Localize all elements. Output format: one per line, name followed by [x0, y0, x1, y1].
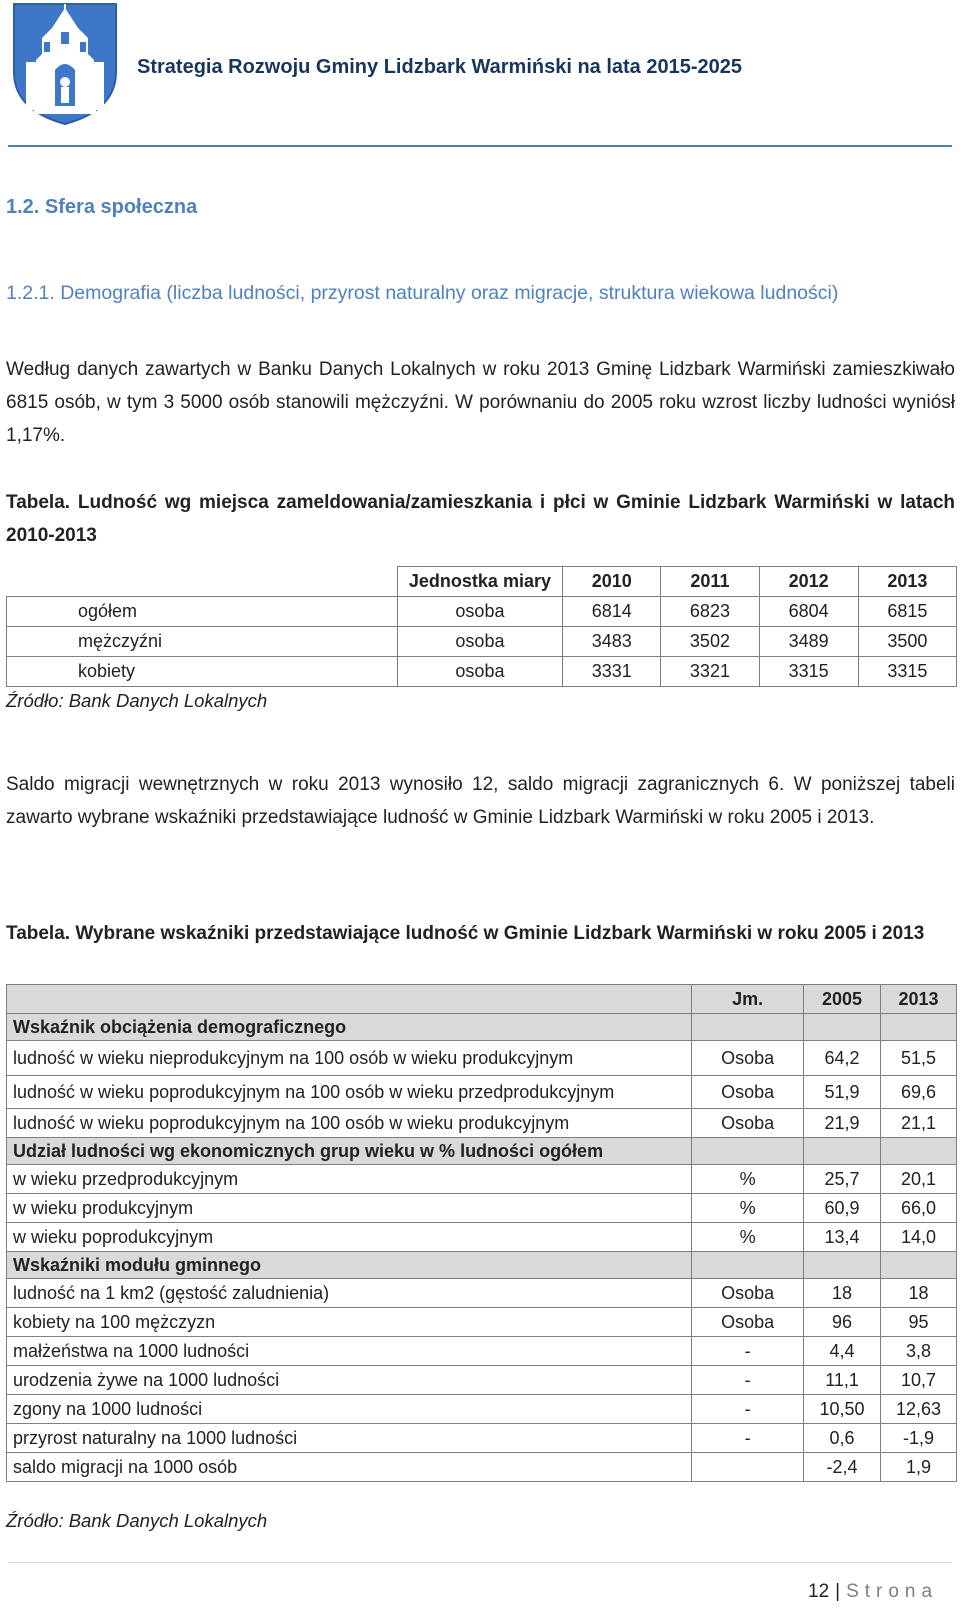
table-cell: 3315 — [858, 657, 956, 687]
table-cell: saldo migracji na 1000 osób — [7, 1453, 692, 1482]
table-cell: 0,6 — [804, 1424, 881, 1453]
table-header-cell: 2010 — [563, 567, 661, 597]
table-cell: -2,4 — [804, 1453, 881, 1482]
table-row — [7, 1395, 957, 1424]
table-cell: ludność w wieku poprodukcyjnym na 100 osób w wieku produkcyjnym — [7, 1109, 692, 1138]
table-cell: 6815 — [858, 597, 956, 627]
section-title-cell: Wskaźnik obciążenia demograficznego — [7, 1014, 692, 1041]
table-header-cell: Jednostka miary — [397, 567, 562, 597]
section-title-cell: Wskaźniki modułu gminnego — [7, 1252, 692, 1279]
table1-source: Źródło: Bank Danych Lokalnych — [6, 690, 268, 711]
table-cell: w wieku produkcyjnym — [7, 1194, 692, 1223]
table-cell: ludność w wieku nieprodukcyjnym na 100 osób w wieku produkcyjnym — [7, 1041, 692, 1076]
table-cell: 25,7 — [804, 1165, 881, 1194]
table-cell: 3502 — [661, 627, 759, 657]
table-row — [7, 1453, 957, 1482]
table-header-cell — [7, 985, 692, 1014]
table-row — [7, 1366, 957, 1395]
table-header-cell: 2012 — [759, 567, 858, 597]
table-row — [7, 1109, 957, 1138]
table-cell: 64,2 — [804, 1041, 881, 1076]
table-cell: mężczyźni — [7, 627, 398, 657]
table-cell: osoba — [397, 597, 562, 627]
table-header-cell: 2013 — [858, 567, 956, 597]
table-cell: urodzenia żywe na 1000 ludności — [7, 1366, 692, 1395]
table-cell: 21,1 — [881, 1109, 957, 1138]
table-row — [7, 657, 957, 687]
table-row — [7, 1223, 957, 1252]
table-cell: 18 — [804, 1279, 881, 1308]
table-row — [7, 1279, 957, 1308]
table-cell: 60,9 — [804, 1194, 881, 1223]
table2-caption: Tabela. Wybrane wskaźniki przedstawiające ludność w Gminie Lidzbark Warmiński w roku 2005 i 2013 — [6, 923, 925, 944]
table-cell: % — [692, 1165, 804, 1194]
table-cell: osoba — [397, 627, 562, 657]
table-cell: kobiety na 100 mężczyzn — [7, 1308, 692, 1337]
table-cell: 14,0 — [881, 1223, 957, 1252]
table-cell: zgony na 1000 ludności — [7, 1395, 692, 1424]
table-header-cell: 2011 — [661, 567, 759, 597]
table-header-cell: Jm. — [692, 985, 804, 1014]
table-cell: 3,8 — [881, 1337, 957, 1366]
subsection-heading: 1.2.1. Demografia (liczba ludności, przyrost naturalny oraz migracje, struktura wiekowa ludności) — [6, 282, 839, 304]
table-cell: 12,63 — [881, 1395, 957, 1424]
table-cell: Osoba — [692, 1041, 804, 1076]
table-cell: 69,6 — [881, 1076, 957, 1109]
table-header-cell: 2013 — [881, 985, 957, 1014]
population-table — [6, 566, 957, 687]
section-heading: 1.2. Sfera społeczna — [6, 196, 198, 218]
table-cell: 4,4 — [804, 1337, 881, 1366]
table-cell: ludność w wieku poprodukcyjnym na 100 osób w wieku przedprodukcyjnym — [7, 1076, 692, 1109]
table-section-row — [7, 1014, 957, 1041]
table-cell: w wieku poprodukcyjnym — [7, 1223, 692, 1252]
table2-source: Źródło: Bank Danych Lokalnych — [6, 1510, 268, 1531]
table-section-row — [7, 1252, 957, 1279]
table-row — [7, 1424, 957, 1453]
table-cell: 6823 — [661, 597, 759, 627]
table-cell: 3489 — [759, 627, 858, 657]
table-cell: Osoba — [692, 1076, 804, 1109]
table-cell: - — [692, 1395, 804, 1424]
table-row — [7, 597, 957, 627]
table-row — [7, 1165, 957, 1194]
table-cell: 20,1 — [881, 1165, 957, 1194]
table-header-row — [7, 567, 957, 597]
table-cell: 51,9 — [804, 1076, 881, 1109]
table-cell: Osoba — [692, 1109, 804, 1138]
indicators-table — [6, 984, 957, 1482]
intro-paragraph: Według danych zawartych w Banku Danych Lokalnych w roku 2013 Gminę Lidzbark Warmiński zamieszkiwało 6815 osób, w tym 3 5000 osób stanowili mężczyźni. W porównaniu do 2005 roku wzrost liczby ludności wyniósł 1,17%. — [6, 359, 955, 446]
migration-paragraph: Saldo migracji wewnętrznych w roku 2013 wynosiło 12, saldo migracji zagranicznych 6. W poniższej tabeli zawarto wybrane wskaźniki przedstawiające ludność w Gminie Lidzbark Warmiński w roku 2005 i 2013. — [6, 774, 955, 828]
table-cell: osoba — [397, 657, 562, 687]
table-row — [7, 1308, 957, 1337]
table-cell: Osoba — [692, 1279, 804, 1308]
table-cell: ludność na 1 km2 (gęstość zaludnienia) — [7, 1279, 692, 1308]
table-cell: 96 — [804, 1308, 881, 1337]
table-cell: przyrost naturalny na 1000 ludności — [7, 1424, 692, 1453]
page-word: Strona — [846, 1581, 939, 1602]
table-cell: ogółem — [7, 597, 398, 627]
page-separator: | — [835, 1581, 841, 1602]
table-cell: -1,9 — [881, 1424, 957, 1453]
table-cell: małżeństwa na 1000 ludności — [7, 1337, 692, 1366]
page-number — [808, 1581, 938, 1603]
table-cell: kobiety — [7, 657, 398, 687]
table-header-cell — [7, 567, 398, 597]
table-cell: Osoba — [692, 1308, 804, 1337]
table-cell: 10,7 — [881, 1366, 957, 1395]
table-cell: 6804 — [759, 597, 858, 627]
document-title: Strategia Rozwoju Gminy Lidzbark Warmiński na lata 2015-2025 — [137, 56, 743, 78]
table-cell: 11,1 — [804, 1366, 881, 1395]
table-cell: - — [692, 1366, 804, 1395]
table-cell: 3500 — [858, 627, 956, 657]
table-row — [7, 627, 957, 657]
page-number-value: 12 — [808, 1581, 830, 1602]
table-row — [7, 1194, 957, 1223]
table-cell: 3331 — [563, 657, 661, 687]
table-cell: % — [692, 1194, 804, 1223]
table-cell: 13,4 — [804, 1223, 881, 1252]
table-header-cell: 2005 — [804, 985, 881, 1014]
table-cell: 66,0 — [881, 1194, 957, 1223]
table-section-row — [7, 1138, 957, 1165]
table-header-row — [7, 985, 957, 1014]
table-cell: 95 — [881, 1308, 957, 1337]
table-cell: - — [692, 1424, 804, 1453]
table-row — [7, 1337, 957, 1366]
table-cell: - — [692, 1337, 804, 1366]
table1-caption: Tabela. Ludność wg miejsca zameldowania/zamieszkania i płci w Gminie Lidzbark Warmiński w latach 2010-2013 — [6, 492, 955, 546]
table-cell: % — [692, 1223, 804, 1252]
table-row — [7, 1076, 957, 1109]
footer-divider — [8, 1562, 952, 1563]
table-row — [7, 1041, 957, 1076]
table-cell: 1,9 — [881, 1453, 957, 1482]
table-cell: w wieku przedprodukcyjnym — [7, 1165, 692, 1194]
coat-of-arms-logo — [12, 2, 118, 126]
table-cell — [692, 1453, 804, 1482]
table-cell: 3483 — [563, 627, 661, 657]
header-divider — [8, 145, 952, 147]
table-cell: 51,5 — [881, 1041, 957, 1076]
table-cell: 10,50 — [804, 1395, 881, 1424]
table-cell: 21,9 — [804, 1109, 881, 1138]
section-title-cell: Udział ludności wg ekonomicznych grup wieku w % ludności ogółem — [7, 1138, 692, 1165]
table-cell: 6814 — [563, 597, 661, 627]
table-cell: 3315 — [759, 657, 858, 687]
table-cell: 3321 — [661, 657, 759, 687]
table-cell: 18 — [881, 1279, 957, 1308]
